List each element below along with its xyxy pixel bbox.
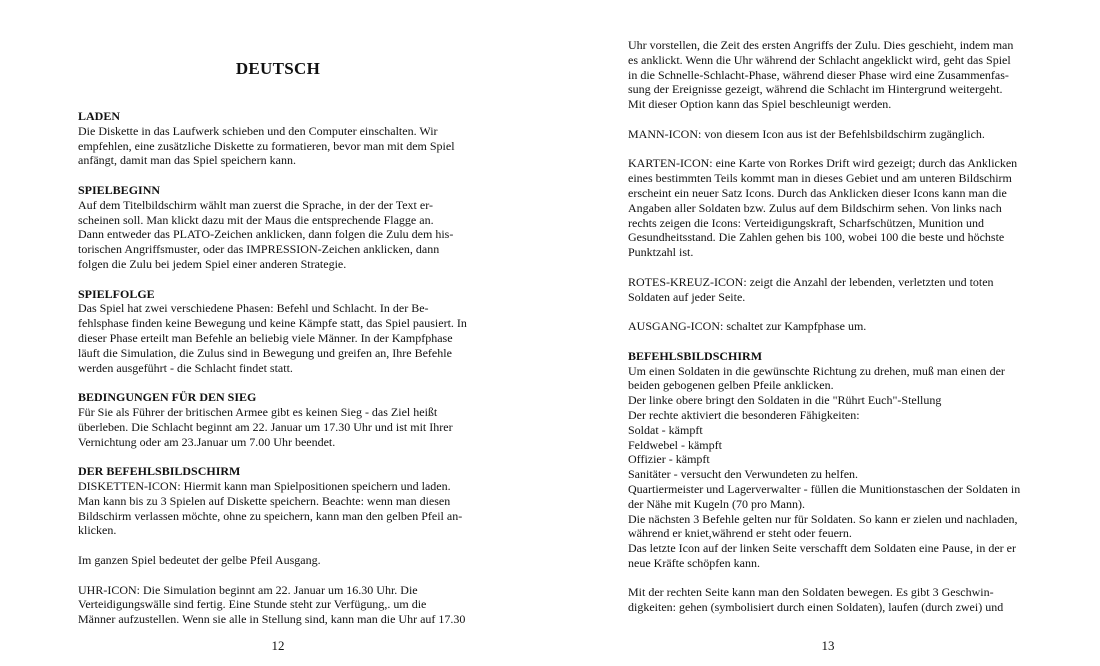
text-line: erscheint ein neuer Satz Icons. Durch das Anklicken dieser Icons kann man die [628, 185, 1007, 200]
left-page [78, 0, 478, 666]
text-line: Im ganzen Spiel bedeutet der gelbe Pfeil Ausgang. [78, 552, 321, 567]
text-line: anfängt, damit man das Spiel speichern kann. [78, 153, 296, 168]
text-line: der Nähe mit Kugeln (70 pro Mann). [628, 496, 805, 511]
text-line: überleben. Die Schlacht beginnt am 22. Januar um 17.30 Uhr und ist mit Ihrer [78, 419, 453, 434]
paragraph [628, 38, 1028, 112]
right-page [628, 0, 1028, 666]
text-line: AUSGANG-ICON: schaltet zur Kampfphase um. [628, 319, 867, 334]
text-line: Bildschirm verlassen möchte, ohne zu speichern, kann man den gelben Pfeil an- [78, 508, 463, 523]
text-line: fehlsphase finden keine Bewegung und keine Kämpfe statt, das Spiel pausiert. In [78, 316, 467, 331]
text-line: scheinen soll. Man klickt dazu mit der Maus die entsprechende Flagge an. [78, 212, 434, 227]
text-line: eines bestimmten Teils kommt man in dieses Gebiet und am unteren Bildschirm [628, 171, 1012, 186]
section-heading: DER BEFEHLSBILDSCHIRM [78, 464, 241, 479]
text-line: Das letzte Icon auf der linken Seite verschafft dem Soldaten eine Pause, in der er [628, 541, 1016, 556]
text-line: werden ausgeführt - die Schlacht findet statt. [78, 360, 293, 375]
text-line: Auf dem Titelbildschirm wählt man zuerst die Sprache, in der der Text er- [78, 197, 433, 212]
text-line: Für Sie als Führer der britischen Armee gibt es keinen Sieg - das Ziel heißt [78, 404, 438, 419]
paragraph [78, 109, 478, 168]
page-title: DEUTSCH [235, 59, 321, 78]
text-line: Mit der rechten Seite kann man den Soldaten bewegen. Es gibt 3 Geschwin- [628, 585, 994, 600]
text-line: Der rechte aktiviert die besonderen Fähigkeiten: [628, 407, 860, 422]
paragraph [78, 183, 478, 272]
text-line: Männer aufzustellen. Wenn sie alle in Stellung sind, kann man die Uhr auf 17.30 [78, 612, 466, 627]
paragraph [78, 583, 478, 627]
left-page-body [78, 109, 478, 642]
text-line: Punktzahl ist. [628, 245, 694, 260]
paragraph [78, 287, 478, 376]
text-line: DISKETTEN-ICON: Hiermit kann man Spielpositionen speichern und laden. [78, 478, 451, 493]
text-line: neue Kräfte schöpfen kann. [628, 555, 760, 570]
text-line: digkeiten: gehen (symbolisiert durch einen Soldaten), laufen (durch zwei) und [628, 600, 1004, 615]
text-line: Um einen Soldaten in die gewünschte Richtung zu drehen, muß man einen der [628, 363, 1005, 378]
text-line: Soldaten auf jeder Seite. [628, 289, 746, 304]
section-heading: SPIELBEGINN [78, 182, 161, 197]
text-line: beiden gebogenen gelben Pfeile anklicken. [628, 378, 834, 393]
text-line: es anklickt. Wenn die Uhr während der Schlacht angeklickt wird, geht das Spiel [628, 52, 1011, 67]
text-line: Offizier - kämpft [628, 452, 710, 467]
text-line: Quartiermeister und Lagerverwalter - füllen die Munitionstaschen der Soldaten in [628, 481, 1021, 496]
page-number: 12 [271, 638, 285, 653]
text-line: Der linke obere bringt den Soldaten in die "Rührt Euch"-Stellung [628, 393, 942, 408]
text-line: Verteidigungswälle sind fertig. Eine Stunde steht zur Verfügung,. um die [78, 597, 427, 612]
paragraph [628, 127, 1028, 142]
text-line: ROTES-KREUZ-ICON: zeigt die Anzahl der lebenden, verletzten und toten [628, 274, 994, 289]
paragraph [78, 464, 478, 538]
text-line: in die Schnelle-Schlacht-Phase, während dieser Phase wird eine Zusammenfas- [628, 67, 1009, 82]
text-line: folgen die Zulu bei jedem Spiel einer anderen Strategie. [78, 256, 347, 271]
right-page-body [628, 38, 1028, 630]
text-line: klicken. [78, 523, 117, 538]
text-line: Die nächsten 3 Befehle gelten nur für Soldaten. So kann er zielen und nachladen, [628, 511, 1018, 526]
text-line: Vernichtung oder am 23.Januar um 7.00 Uhr beendet. [78, 434, 336, 449]
section-heading: BEFEHLSBILDSCHIRM [628, 348, 763, 363]
text-line: während er kniet,während er steht oder feuern. [628, 526, 852, 541]
text-line: empfehlen, eine zusätzliche Diskette zu formatieren, bevor man mit dem Spiel [78, 138, 455, 153]
text-line: Die Diskette in das Laufwerk schieben und den Computer einschalten. Wir [78, 123, 438, 138]
text-line: Soldat - kämpft [628, 422, 703, 437]
text-line: sung der Ereignisse gezeigt, während die Schlacht im Hintergrund weitergeht. [628, 82, 1003, 97]
text-line: UHR-ICON: Die Simulation beginnt am 22. Januar um 16.30 Uhr. Die [78, 582, 418, 597]
paragraph [628, 156, 1028, 260]
text-line: Uhr vorstellen, die Zeit des ersten Angriffs der Zulu. Dies geschieht, indem man [628, 38, 1014, 52]
text-line: torischen Angriffsmuster, oder das IMPRESSION-Zeichen anklicken, dann [78, 242, 440, 257]
text-line: KARTEN-ICON: eine Karte von Rorkes Drift wird gezeigt; durch das Anklicken [628, 156, 1018, 171]
text-line: Gesundheitsstand. Die Zahlen gehen bis 100, wobei 100 die beste und höchste [628, 230, 1005, 245]
text-line: Sanitäter - versucht den Verwundeten zu helfen. [628, 467, 859, 482]
paragraph [628, 275, 1028, 305]
text-line: rechts zeigen die Icons: Verteidigungskraft, Scharfschützen, Munition und [628, 215, 985, 230]
paragraph [78, 390, 478, 449]
text-line: MANN-ICON: von diesem Icon aus ist der Befehlsbildschirm zugänglich. [628, 126, 985, 141]
section-heading: LADEN [78, 109, 121, 123]
text-line: Dann entweder das PLATO-Zeichen anklicken, dann folgen die Zulu dem his- [78, 227, 454, 242]
text-line: Mit dieser Option kann das Spiel beschleunigt werden. [628, 97, 892, 112]
text-line: Das Spiel hat zwei verschiedene Phasen: Befehl und Schlacht. In der Be- [78, 301, 429, 316]
text-line: läuft die Simulation, die Zulus sind in Bewegung und greifen an, Ihre Befehle [78, 345, 452, 360]
text-line: Angaben aller Soldaten bzw. Zulus auf dem Bildschirm sehen. Von links nach [628, 200, 1002, 215]
section-heading: BEDINGUNGEN FÜR DEN SIEG [78, 390, 257, 405]
page-number: 13 [821, 638, 835, 653]
paragraph [628, 349, 1028, 571]
text-line: dieser Phase erteilt man Befehle an beliebig viele Männer. In der Kampfphase [78, 330, 453, 345]
paragraph [628, 319, 1028, 334]
text-line: Feldwebel - kämpft [628, 437, 722, 452]
section-heading: SPIELFOLGE [78, 286, 155, 301]
paragraph [628, 585, 1028, 615]
paragraph [78, 553, 478, 568]
text-line: Man kann bis zu 3 Spielen auf Diskette speichern. Beachte: wenn man diesen [78, 493, 451, 508]
